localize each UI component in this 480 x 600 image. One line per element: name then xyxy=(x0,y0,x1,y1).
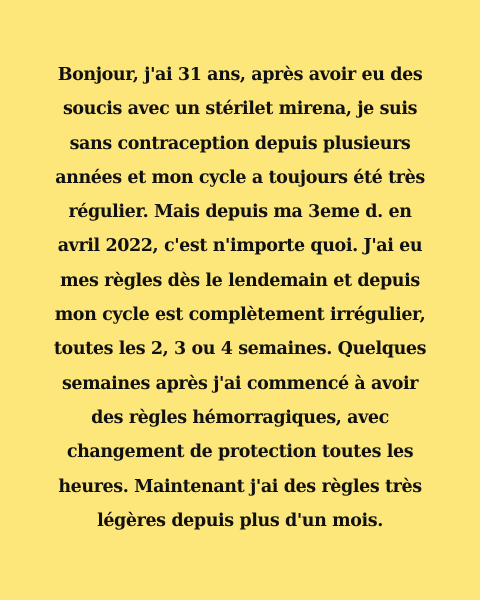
post-text-line: toutes les 2, 3 ou 4 semaines. Quelques xyxy=(53,339,427,360)
post-text-line: sans contraception depuis plusieurs xyxy=(69,133,411,154)
post-text-line: années et mon cycle a toujours été très xyxy=(55,167,425,188)
post-text-line: heures. Maintenant j'ai des règles très xyxy=(58,476,422,497)
post-text-line: avril 2022, c'est n'importe quoi. J'ai eu xyxy=(57,236,423,257)
post-text-line: semaines après j'ai commencé à avoir xyxy=(61,373,419,394)
post-text-line: changement de protection toutes les xyxy=(66,442,414,463)
post-text-line: Bonjour, j'ai 31 ans, après avoir eu des xyxy=(57,65,423,85)
post-text-line: soucis avec un stérilet mirena, je suis xyxy=(62,99,418,120)
post-text-line: légères depuis plus d'un mois. xyxy=(97,510,383,531)
post-text-line: régulier. Mais depuis ma 3eme d. en xyxy=(68,202,412,223)
post-text-line: mes règles dès le lendemain et depuis xyxy=(60,270,420,291)
post-text xyxy=(46,58,434,538)
post-text-line: mon cycle est complètement irrégulier, xyxy=(54,305,426,326)
post-text-line: des règles hémorragiques, avec xyxy=(91,407,389,428)
